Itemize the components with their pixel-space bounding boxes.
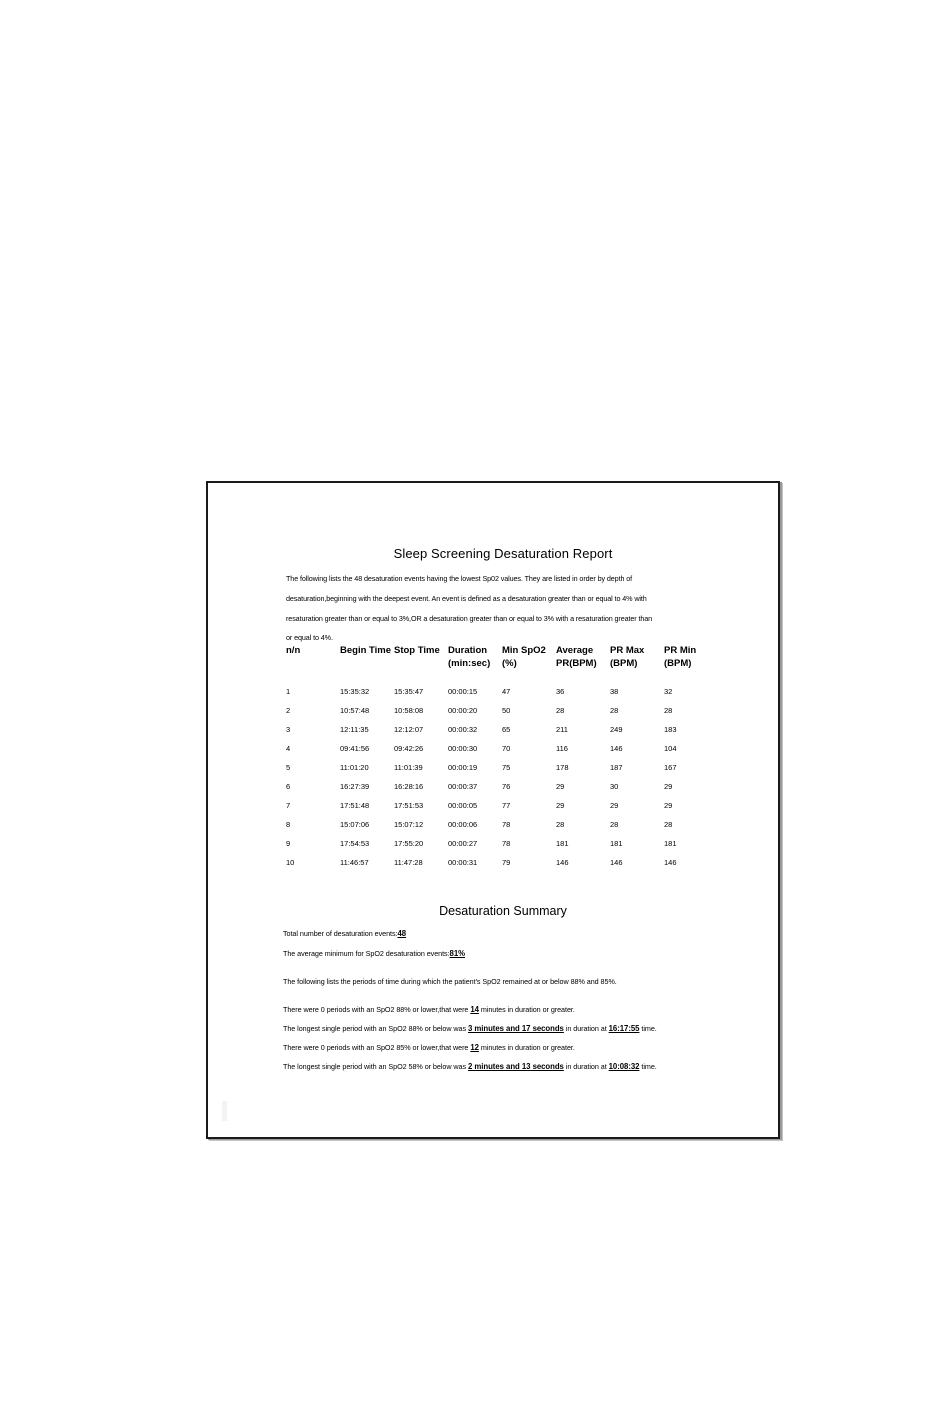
intro-line: The following lists the 48 desaturation events having the lowest Sp02 values. They are listed in order by depth of	[286, 574, 633, 583]
header-stop-time: Stop Time	[394, 645, 440, 656]
table-row: 4 09:41:56 09:42:26 00:00:30 70 116 146 104	[286, 744, 677, 753]
intro-line: desaturation,beginning with the deepest event. An event is defined as a desaturation greater than or equal to 4% with	[286, 593, 647, 603]
summary-average: The average minimum for SpO2 desaturation events:81%	[283, 949, 466, 958]
table-row: 2 10:57:48 10:58:08 00:00:20 50 28 28 28	[286, 706, 673, 715]
header-index: n/n	[286, 645, 301, 656]
summary-periods-85: There were 0 periods with an SpO2 85% or lower,that were 12 minutes in duration or greater.	[283, 1043, 575, 1052]
header-min-spo2: Min SpO2 (%)	[502, 645, 546, 669]
table-row: 9 17:54:53 17:55:20 00:00:27 78 181 181 181	[286, 839, 677, 848]
summary-title: Desaturation Summary	[439, 904, 567, 918]
report-title: Sleep Screening Desaturation Report	[393, 546, 613, 561]
summary-periods-intro: The following lists the periods of time during which the patient's SpO2 remained at or below 88% and 85%.	[283, 977, 617, 986]
intro-line: resaturation greater than or equal to 3%,OR a desaturation greater than or equal to 3% with a resaturation greater than	[286, 613, 653, 623]
total-events-value: 48	[397, 929, 407, 938]
table-row: 5 11:01:20 11:01:39 00:00:19 75 178 187 167	[286, 763, 677, 772]
report-page	[206, 481, 780, 1139]
table-row: 7 17:51:48 17:51:53 00:00:05 77 29 29 29	[286, 801, 673, 810]
summary-total: Total number of desaturation events:48	[283, 929, 407, 938]
intro-line: or equal to 4%.	[286, 633, 333, 643]
header-pr-max: PR Max (BPM)	[610, 645, 645, 669]
average-min-value: 81%	[449, 949, 466, 958]
header-pr-min: PR Min (BPM)	[664, 645, 697, 669]
summary-periods-88: There were 0 periods with an SpO2 88% or lower,that were 14 minutes in duration or greater.	[283, 1005, 575, 1014]
header-duration: Duration (min:sec)	[448, 645, 491, 669]
scan-artifact	[222, 1101, 227, 1121]
table-row: 3 12:11:35 12:12:07 00:00:32 65 211 249 183	[286, 725, 677, 734]
table-row: 8 15:07:06 15:07:12 00:00:06 78 28 28 28	[286, 820, 673, 829]
summary-longest-85: The longest single period with an SpO2 58% or below was 2 minutes and 13 seconds in duration at 10:08:32 time.	[283, 1062, 657, 1071]
summary-longest-88: The longest single period with an SpO2 88% or below was 3 minutes and 17 seconds in duration at 16:17:55 time.	[283, 1024, 657, 1033]
header-average-pr: Average PR(BPM)	[556, 645, 597, 669]
table-row: 1 15:35:32 15:35:47 00:00:15 47 36 38 32	[286, 687, 673, 696]
table-row: 6 16:27:39 16:28:16 00:00:37 76 29 30 29	[286, 782, 673, 791]
table-row: 10 11:46:57 11:47:28 00:00:31 79 146 146 146	[286, 858, 677, 867]
header-begin-time: Begin Time	[340, 645, 392, 656]
report-intro	[286, 569, 706, 648]
